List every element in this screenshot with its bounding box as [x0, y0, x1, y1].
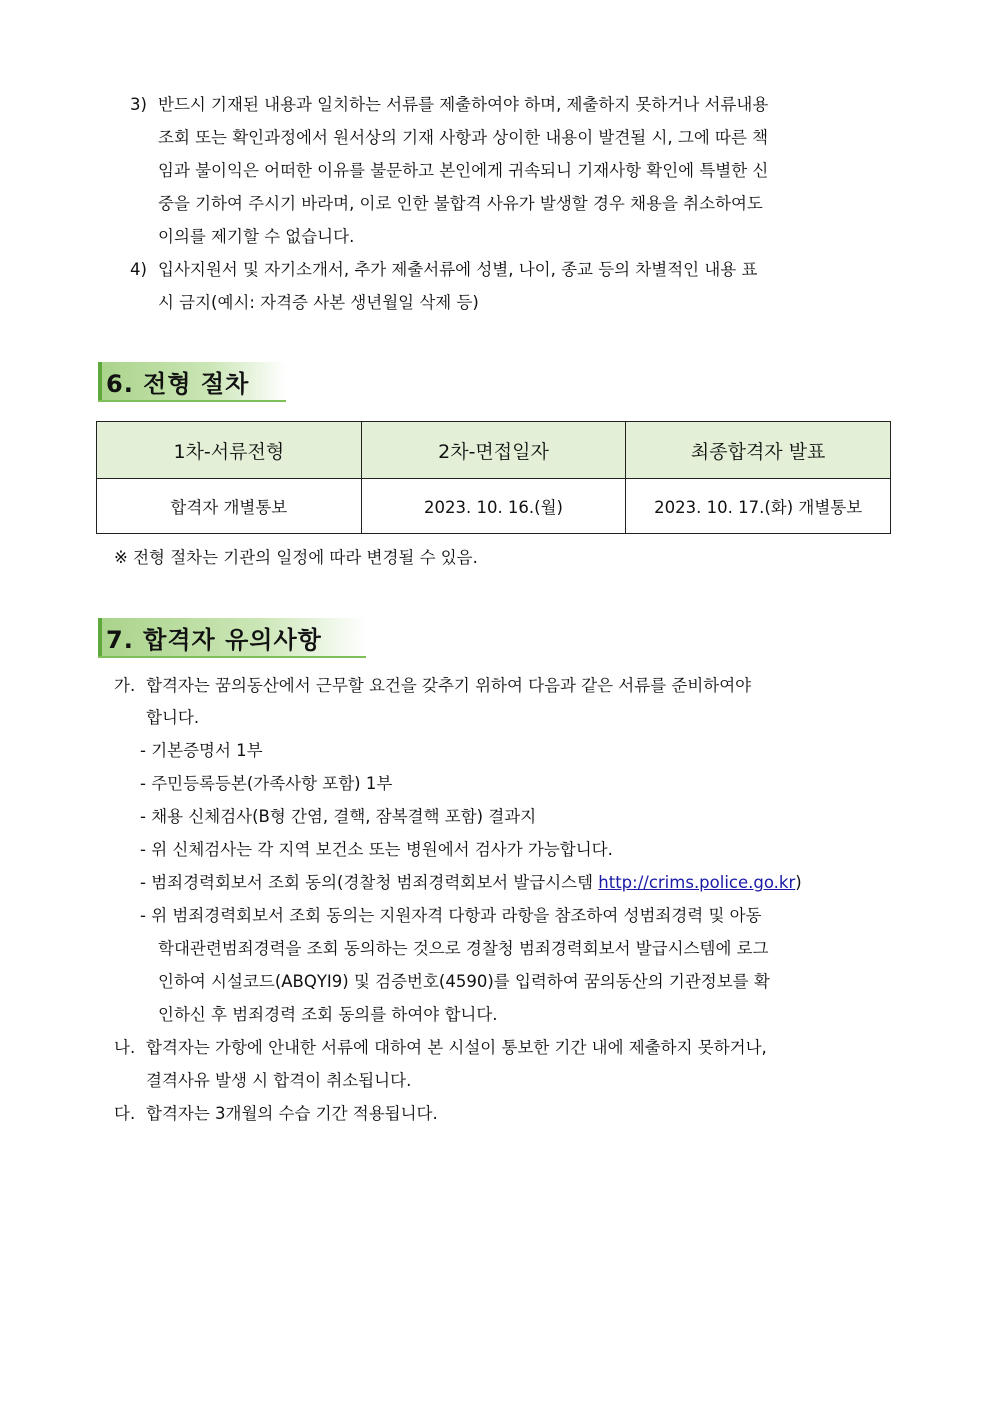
item-text-line: 중을 기하여 주시기 바라며, 이로 인한 불합격 사유가 발생할 경우 채용을 취소하여도 — [158, 194, 763, 213]
list-item: - 주민등록등본(가족사항 포함) 1부 — [140, 774, 393, 793]
section-7-heading: 7. 합격자 유의사항 — [98, 618, 366, 658]
item-text-line: 합격자는 꿈의동산에서 근무할 요건을 갖추기 위하여 다음과 같은 서류를 준비하여야 — [146, 676, 752, 695]
list-item — [140, 872, 802, 894]
item-number: 4) — [130, 260, 147, 279]
schedule-note: ※ 전형 절차는 기관의 일정에 따라 변경될 수 있음. — [114, 548, 478, 567]
item-text-line: 학대관련범죄경력을 조회 동의하는 것으로 경찰청 범죄경력회보서 발급시스템에 로그 — [158, 939, 769, 958]
item-text-line: 인하여 시설코드(ABQYI9) 및 검증번호(4590)를 입력하여 꿈의동산의 기관정보를 확 — [158, 972, 770, 991]
item-text-line: 시 금지(예시: 자격증 사본 생년월일 삭제 등) — [158, 293, 479, 312]
item-number: 3) — [130, 95, 147, 114]
item-text-line: 이의를 제기할 수 없습니다. — [158, 227, 355, 246]
item-text-line: 입사지원서 및 자기소개서, 추가 제출서류에 성별, 나이, 종교 등의 차별적인 내용 표 — [158, 260, 758, 279]
schedule-table — [96, 421, 891, 534]
list-item: - 위 신체검사는 각 지역 보건소 또는 병원에서 검사가 가능합니다. — [140, 840, 613, 859]
table-cell: 2023. 10. 16.(월) — [361, 479, 626, 534]
table-cell: 2023. 10. 17.(화) 개별통보 — [626, 479, 891, 534]
crime-consent-close: ) — [795, 873, 802, 892]
list-item: - 채용 신체검사(B형 간염, 결핵, 잠복결핵 포함) 결과지 — [140, 807, 537, 826]
item-text-line: 임과 불이익은 어떠한 이유를 불문하고 본인에게 귀속되니 기재사항 확인에 특별한 신 — [158, 161, 769, 180]
list-item: - 위 범죄경력회보서 조회 동의는 지원자격 다항과 라항을 참조하여 성범죄경력 및 아동 — [140, 906, 762, 925]
crime-consent-text: - 범죄경력회보서 조회 동의(경찰청 범죄경력회보서 발급시스템 — [140, 873, 599, 892]
table-row — [97, 479, 891, 534]
crims-link[interactable]: http://crims.police.go.kr — [598, 873, 796, 892]
item-text-line: 합격자는 3개월의 수습 기간 적용됩니다. — [146, 1104, 438, 1123]
table-cell: 합격자 개별통보 — [97, 479, 362, 534]
table-header-cell: 1차-서류전형 — [97, 422, 362, 479]
item-text-line: 합니다. — [146, 708, 200, 727]
item-label: 나. — [114, 1038, 136, 1057]
table-header-cell: 최종합격자 발표 — [626, 422, 891, 479]
item-text-line: 결격사유 발생 시 합격이 취소됩니다. — [146, 1071, 412, 1090]
item-text-line: 인하신 후 범죄경력 조회 동의를 하여야 합니다. — [158, 1005, 498, 1024]
list-item: - 기본증명서 1부 — [140, 741, 263, 760]
item-text-line: 합격자는 가항에 안내한 서류에 대하여 본 시설이 통보한 기간 내에 제출하지 못하거나, — [146, 1038, 767, 1057]
item-label: 다. — [114, 1104, 136, 1123]
item-text-line: 조회 또는 확인과정에서 원서상의 기재 사항과 상이한 내용이 발견될 시, 그에 따른 책 — [158, 128, 769, 147]
item-text-line: 반드시 기재된 내용과 일치하는 서류를 제출하여야 하며, 제출하지 못하거나 서류내용 — [158, 95, 769, 114]
table-header-row — [97, 422, 891, 479]
table-header-cell: 2차-면접일자 — [361, 422, 626, 479]
item-label: 가. — [114, 676, 136, 695]
section-6-heading: 6. 전형 절차 — [98, 362, 286, 402]
